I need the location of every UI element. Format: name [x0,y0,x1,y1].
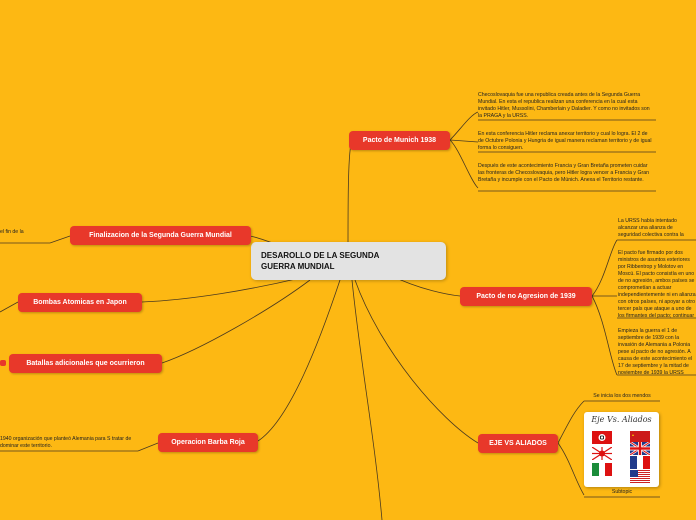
connector-munich [348,140,352,248]
branch-bombas-atomicas[interactable] [18,293,142,312]
france-flag-icon [630,456,650,469]
munich-note-1: Checoslovaquia fue una republica creada antes de la Segunda Guerra Mundial. En esta el republica realizan una conferencia en la cual esta invitado Hitler, Mussolini, Chamberlain y Daladier. Y como no invitados son la PRAGA y la URSS. [478,92,650,119]
branch-label: Batallas adicionales que ocurrieron [26,360,145,367]
branch-label: Operacion Barba Roja [171,439,245,446]
connector-bombas [142,278,300,302]
branch-label: Pacto de no Agresion de 1939 [476,293,576,300]
branch-label: Pacto de Munich 1938 [362,137,437,144]
branch-pacto-no-agresion[interactable] [460,287,592,306]
branch-label: Finalizacion de la Segunda Guerra Mundial [89,232,232,239]
branch-operacion-barba-roja[interactable] [158,433,258,452]
uk-flag-icon [630,442,650,455]
germany-flag-icon [592,431,612,444]
branch-label: Bombas Atomicas en Japon [33,299,127,306]
connector-down [352,280,382,520]
branch-batallas-adicionales[interactable] [9,354,162,373]
italy-flag-icon [592,463,612,476]
central-topic-title: DESAROLLO DE LA SEGUNDA GUERRA MUNDIAL [261,251,380,271]
image-title: Eje Vs. Aliados [591,415,652,424]
central-topic[interactable] [251,242,446,280]
no-agresion-note-1: La URSS había intentado alcanzar una alianza de seguridad colectiva contra la [618,218,684,238]
connector-eje [355,280,478,443]
finalizacion-note: el fin de la [0,229,24,235]
munich-note-3: Después de este acontecimiento Francia y Gran Bretaña prometen cuidar las fronteras de Checoslovaquia, pero Hitler logra vencer a Francia y Gran Bretaña y incumple con el Pacto de Múnich. Anexa el Territorio restante. [478,163,649,183]
branch-label: EJE VS ALIADOS [489,440,547,447]
eje-subtopic-bottom: Subtopic [611,489,633,495]
munich-note-2: En esta conferencia Hitler reclama anexar territorio y cual lo logra. El 2 de de Octubre Polonia y Hungria de igual manera reclaman territorio y de igual forma lo consiguen. [478,131,652,151]
usa-flag-icon [630,470,650,483]
collapse-marker-icon[interactable] [0,360,6,366]
branch-eje-vs-aliados[interactable] [478,434,558,453]
no-agresion-note-2: El pacto fue firmado por dos ministros de asuntos exteriores por Ribbentrop y Molotov en Moscú. El pacto consistía en uno de no agresión, ambos países se comprometían a actuar independientemente ni en alianza con otros países, ni apoyar a otro tercer país que ataque a uno de los firmantes del pacto; continuar [618,250,696,318]
branch-pacto-munich[interactable] [349,131,450,150]
eje-vs-aliados-image[interactable] [584,412,659,487]
connector-barba [258,280,340,441]
barba-roja-note: 1940 organización que planteó Alemania para S tratar de dominar este territorio. [0,436,132,449]
japan-flag-icon [592,447,612,460]
no-agresion-note-3: Empieza la guerra el 1 de septiembre de 1939 con la invasión de Alemania a Polonia pese al pacto de no agresión. A causa de este acontecimiento el 17 de septiembre y la mitad de noviembre de 1939 la URSS [618,328,693,375]
branch-finalizacion[interactable] [70,226,251,245]
eje-subtopic-top: Se inicia los dos mendos [593,393,651,399]
connector-batallas [162,280,310,363]
